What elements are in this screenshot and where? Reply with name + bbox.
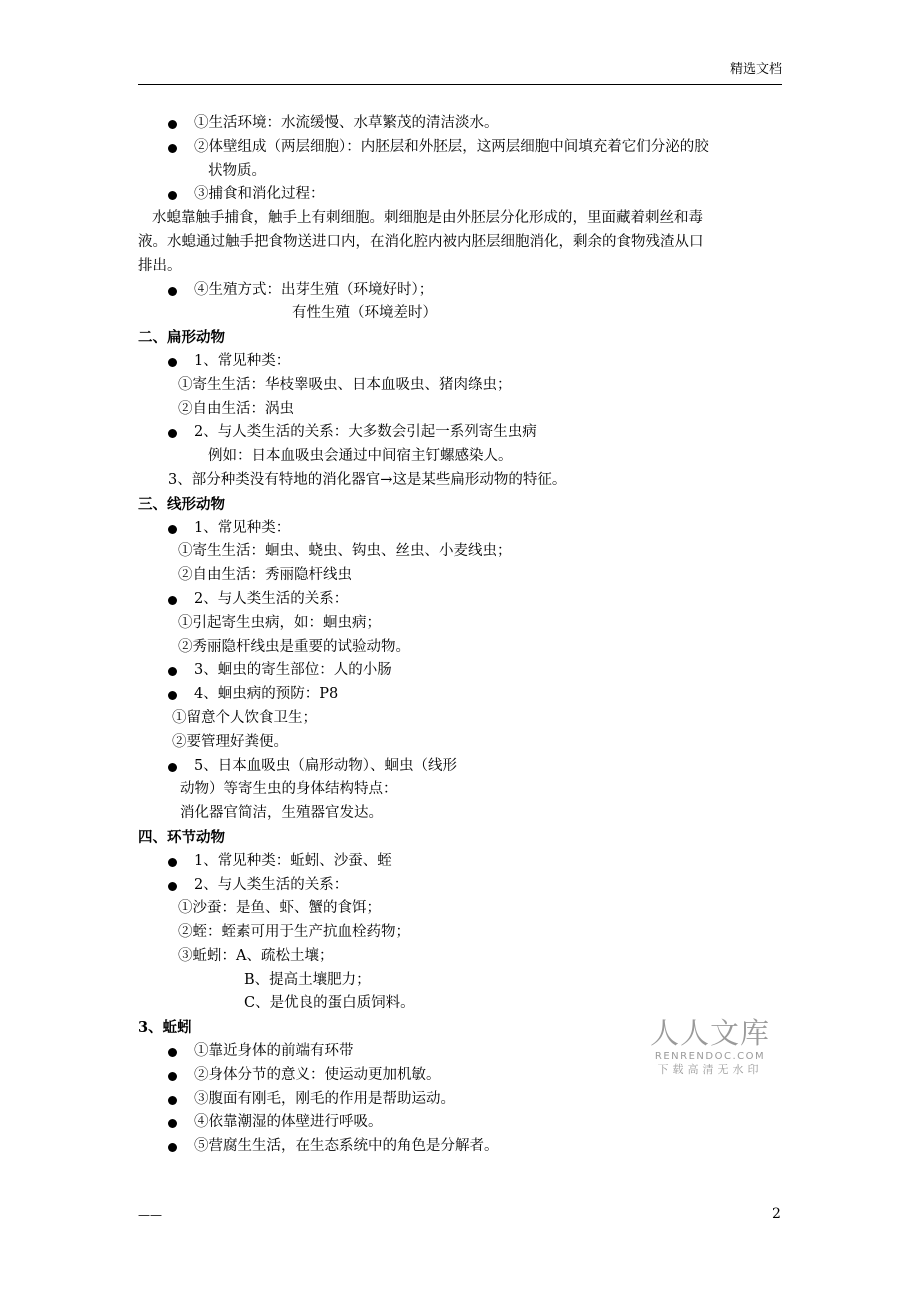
sub-item [138,707,782,731]
bullet-text: 消化器官简洁，生殖器官发达。 [180,805,383,822]
sub-item-text: ②蛭：蛭素可用于生产抗血栓药物； [178,924,410,941]
bullet-icon [168,191,177,200]
sub-item-text: C、是优良的蛋白质饲料。 [244,995,415,1012]
sub-item-text: ②要管理好粪便。 [172,733,288,750]
sub-item [138,540,782,564]
sub-item [138,969,782,993]
bullet-item [138,112,782,136]
document-body [138,112,782,1159]
bullet-icon [168,1119,177,1128]
bullet-text: 1、常见种类： [194,519,291,536]
sub-item [138,945,782,969]
sub-item-text: ①沙蚕：是鱼、虾、蟹的食饵； [178,900,381,917]
bullet-item [138,588,782,612]
bullet-text: ⑤营腐生生活，在生态系统中的角色是分解者。 [194,1138,499,1155]
bullet-icon [168,120,177,129]
sub-item [138,612,782,636]
header-label: 精选文档 [729,62,782,77]
bullet-icon [168,596,177,605]
bullet-text: 2、与人类生活的关系： [194,590,349,607]
bullet-text: ④依靠潮湿的体壁进行呼吸。 [194,1114,383,1131]
sub-item [138,374,782,398]
bullet-item [138,1088,782,1112]
sub-item-text: B、提高土壤肥力； [244,971,371,988]
bullet-text: 5、日本血吸虫（扁形动物）、蛔虫（线形 [194,757,457,774]
section-heading [138,326,782,350]
section-heading [138,493,782,517]
bullet-icon [168,691,177,700]
bullet-continuation [138,302,782,326]
numbered-item-text: 3、部分种类没有特地的消化器官→这是某些扁形动物的特征。 [168,471,567,488]
bullet-text: 2、与人类生活的关系：大多数会引起一系列寄生虫病 [194,424,537,441]
sub-item-text: ②自由生活：秀丽隐杆线虫 [178,567,352,584]
bullet-text: ④生殖方式：出芽生殖（环境好时）； [194,281,434,298]
bullet-text: ①靠近身体的前端有环带 [194,1043,354,1060]
bullet-item [138,517,782,541]
bullet-icon [168,667,177,676]
bullet-item [138,659,782,683]
heading-text: 3、蚯蚓 [138,1019,192,1037]
sub-item-text: ①寄生生活：华枝睾吸虫、日本血吸虫、猪肉绦虫； [178,376,512,393]
bullet-icon [168,429,177,438]
bullet-item [138,874,782,898]
bullet-item [138,350,782,374]
paragraph-line [138,231,782,255]
sub-item [138,897,782,921]
bullet-text: 1、常见种类：蚯蚓、沙蚕、蛭 [194,852,392,869]
sub-item-text: 例如：日本血吸虫会通过中间宿主钉螺感染人。 [208,448,513,465]
bullet-item [138,755,782,779]
paragraph-text: 液。水螅通过触手把食物送进口内，在消化腔内被内胚层细胞消化，剩余的食物残渣从口 [138,233,704,250]
paragraph-text: 水螅靠触手捕食，触手上有刺细胞。刺细胞是由外胚层分化形成的，里面藏着刺丝和毒 [152,210,703,227]
bullet-text: ①生活环境：水流缓慢、水草繁茂的清洁淡水。 [194,115,499,131]
bullet-icon [168,1143,177,1152]
bullet-item [138,1135,782,1159]
sub-item-text: ①引起寄生虫病，如：蛔虫病； [178,614,381,631]
bullet-text: ③腹面有刚毛，刚毛的作用是帮助运动。 [194,1090,455,1107]
bullet-item [138,1111,782,1135]
page-number: 2 [772,1206,781,1222]
sub-item-text: ①寄生生活：蛔虫、蛲虫、钩虫、丝虫、小麦线虫； [178,543,512,560]
bullet-icon [168,858,177,867]
sub-item [138,445,782,469]
section-heading [138,826,782,850]
sub-item-text: ①留意个人饮食卫生； [172,709,317,726]
watermark-tagline: 下载高清无水印 [657,1063,763,1076]
paragraph-line [138,255,782,279]
bullet-icon [168,144,177,153]
paragraph-line [138,207,782,231]
sub-item [138,564,782,588]
bullet-icon [168,882,177,891]
bullet-item [138,279,782,303]
watermark-main-text: 人人文库 [649,1016,770,1050]
sub-item [138,636,782,660]
heading-text: 二、扁形动物 [138,329,225,347]
sub-item-text: ②秀丽隐杆线虫是重要的试验动物。 [178,638,410,655]
sub-item [138,731,782,755]
heading-text: 三、线形动物 [138,495,225,513]
bullet-icon [168,1096,177,1105]
bullet-icon [168,525,177,534]
footer-dash: —— [138,1208,162,1222]
bullet-text: ③捕食和消化过程： [194,186,325,203]
bullet-icon [168,763,177,772]
paragraph-text: 排出。 [138,257,182,274]
bullet-icon [168,358,177,367]
bullet-text: ②体壁组成（两层细胞）：内胚层和外胚层，这两层细胞中间填充着它们分泌的胶 [194,138,709,155]
bullet-item [138,136,782,160]
sub-item [138,921,782,945]
bullet-item [138,421,782,445]
bullet-icon [168,1048,177,1057]
numbered-item [138,469,782,493]
sub-item-text: ③蚯蚓：A、疏松土壤； [178,947,334,964]
bullet-text: 2、与人类生活的关系： [194,876,349,893]
bullet-text: 4、蛔虫病的预防：P8 [194,686,339,703]
sub-item-text: ②自由生活：涡虫 [178,400,294,417]
bullet-continuation [138,160,782,184]
bullet-text: ②身体分节的意义：使运动更加机敏。 [194,1066,441,1083]
bullet-icon [168,287,177,296]
sub-item [138,992,782,1016]
bullet-item [138,850,782,874]
bullet-continuation [138,802,782,826]
bullet-text: 3、蛔虫的寄生部位：人的小肠 [194,662,392,679]
bullet-text: 1、常见种类： [194,352,291,369]
header-rule [138,84,782,85]
bullet-text: 状物质。 [208,162,266,179]
bullet-text: 有性生殖（环境差时） [292,305,437,322]
watermark-logo [648,1016,772,1077]
bullet-item [138,183,782,207]
bullet-icon [168,1072,177,1081]
heading-text: 四、环节动物 [138,828,225,846]
bullet-item [138,683,782,707]
bullet-continuation [138,778,782,802]
bullet-text: 动物）等寄生虫的身体结构特点： [180,781,398,798]
watermark-url: RENRENDOC.COM [654,1051,766,1062]
sub-item [138,398,782,422]
